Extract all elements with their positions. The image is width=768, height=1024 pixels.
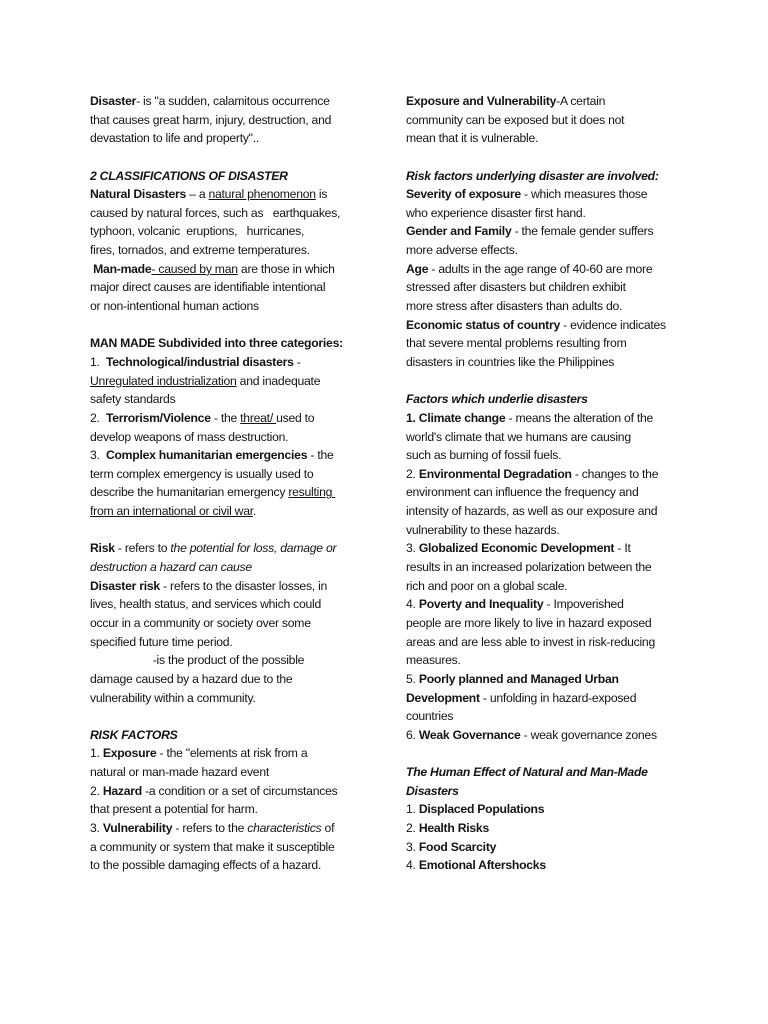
text-run: specified future time period. [90,634,233,649]
text-line [406,111,690,130]
text-run: describe the humanitarian emergency [90,485,289,500]
text-line [90,390,372,409]
text-run: Exposure [102,746,157,761]
text-line [90,595,372,614]
text-line [406,726,690,745]
text-run: The Human Effect of Natural and Man-Made [406,765,648,780]
text-line [90,744,372,763]
text-run: 2 CLASSIFICATIONS OF DISASTER [90,168,288,183]
text-line [90,558,372,577]
text-run: 2. [406,466,419,481]
text-run: 2. [90,410,106,425]
text-line [406,838,690,857]
text-line [90,409,372,428]
text-line [90,222,372,241]
text-run: - Impoverished [543,597,624,612]
text-run: of [321,820,335,835]
text-run: 3. [406,541,419,556]
text-run: used to [276,410,315,425]
text-run: MAN MADE Subdivided into three categories: [90,336,343,351]
text-line [406,689,690,708]
text-run: threat/ [240,410,277,425]
text-line [90,353,372,372]
text-run: are those in which [237,261,335,276]
text-line [90,689,372,708]
text-run: - unfolding in hazard-exposed [479,690,637,705]
text-line [406,595,690,614]
text-run: Environmental Degradation [418,466,572,481]
text-line [406,390,690,409]
text-line [90,111,372,130]
text-run: Disaster risk [90,578,160,593]
text-line [406,502,690,521]
text-run: Development [406,690,480,705]
text-run: Risk [90,541,115,556]
blank-line [90,521,372,540]
text-run: vulnerability within a community. [90,690,256,705]
text-run: destruction a hazard can cause [90,560,252,575]
text-line [406,707,690,726]
text-line [90,92,372,111]
text-line [90,278,372,297]
blank-line [90,316,372,335]
text-run: 1. [90,354,106,369]
text-run: - the [210,410,241,425]
text-line [90,800,372,819]
text-run: stressed after disasters but children exhibit [406,280,626,295]
text-run: - refers to the [172,820,248,835]
text-run: develop weapons of mass destruction. [90,429,289,444]
text-run: . [252,504,257,519]
text-run: Disaster [90,94,137,108]
text-line [406,353,690,372]
text-run: Exposure and Vulnerability [406,94,557,108]
text-run: - the "elements at risk from a [156,746,308,761]
text-run: Man-made [90,261,152,276]
text-line [406,316,690,335]
text-line [90,539,372,558]
text-line [90,167,372,186]
text-run: world's climate that we humans are causing [406,429,631,444]
text-run: Terrorism/Violence [105,410,211,425]
text-run: Poorly planned and Managed Urban [418,671,619,686]
text-line [90,446,372,465]
text-run: Food Scarcity [418,839,497,854]
text-run: - refers to the disaster losses, in [159,578,328,593]
text-run: characteristics [247,820,322,835]
text-run: Poverty and Inequality [418,597,544,612]
text-run: that present a potential for harm. [90,802,258,817]
text-run: community can be exposed but it does not [406,112,625,127]
text-line [406,800,690,819]
text-run: 3. [90,448,106,463]
text-line [90,129,372,148]
text-line [90,260,372,279]
text-run: Globalized Economic Development [418,541,615,556]
text-run: Vulnerability [102,820,173,835]
text-line [90,204,372,223]
text-run: fires, tornados, and extreme temperatures. [90,243,310,258]
text-run: - adults in the age range of 40-60 are more [428,261,653,276]
text-run: Natural Disasters [90,187,187,202]
text-line [406,633,690,652]
text-run: devastation to life and property".. [90,131,260,146]
text-run: vulnerability to these hazards. [406,522,560,537]
text-run: countries [406,709,454,724]
text-run: from an international or civil war [90,504,253,519]
text-line [90,614,372,633]
text-line [90,483,372,502]
text-line [406,577,690,596]
text-run: a community or system that make it susceptible [90,839,335,854]
text-run: mean that it is vulnerable. [406,131,539,146]
text-line [90,633,372,652]
text-run: 4. [406,858,419,873]
text-run: such as burning of fossil fuels. [406,448,562,463]
text-line [406,428,690,447]
text-run: Economic status of country [406,317,560,332]
text-run: - the [307,448,334,463]
text-line [406,446,690,465]
text-run: 3. [406,839,419,854]
text-run: disasters in countries like the Philippines [406,354,615,369]
text-line [406,819,690,838]
text-run: major direct causes are identifiable intentional [90,280,326,295]
blank-line [90,148,372,167]
text-line [406,521,690,540]
text-line [406,670,690,689]
text-run: -is the product of the possible [90,653,305,668]
text-run: 2. [406,820,419,835]
text-run: Age [406,261,429,276]
text-line [90,334,372,353]
text-line [90,726,372,745]
text-line [90,782,372,801]
right-column [406,92,690,875]
text-run: - the female gender suffers [511,224,654,239]
text-line [406,465,690,484]
text-line [90,502,372,521]
text-line [90,577,372,596]
blank-line [406,372,690,391]
text-line [406,92,690,111]
text-run: resulting [288,485,336,500]
text-line [406,260,690,279]
text-run: that causes great harm, injury, destruction, and [90,112,332,127]
text-line [406,167,690,186]
text-run: areas and are less able to invest in risk-reducing [406,634,655,649]
text-run: 1. [406,802,419,817]
text-line [90,297,372,316]
text-line [90,819,372,838]
text-run: Weak Governance [418,727,521,742]
text-run: Risk factors underlying disaster are involved: [406,168,659,183]
text-run: and inadequate [236,373,321,388]
text-run: caused by natural forces, such as earthquakes, [90,205,341,220]
text-run: - caused by man [151,261,238,276]
blank-line [90,707,372,726]
text-line [90,670,372,689]
text-run: – a [186,187,209,202]
text-line [90,838,372,857]
text-run: - changes to the [571,466,659,481]
text-run: is [315,187,328,202]
text-line [406,278,690,297]
text-line [90,763,372,782]
text-run: 1. Climate change [406,410,506,425]
text-line [406,185,690,204]
text-run: 2. [90,783,103,798]
left-column [90,92,372,875]
text-run: - which measures those [520,187,648,202]
text-line [406,483,690,502]
text-run: more stress after disasters than adults do. [406,299,623,314]
text-line [406,763,690,782]
text-line [406,334,690,353]
text-run: safety standards [90,392,176,407]
text-run: RISK FACTORS [90,727,178,742]
text-run: Disasters [406,783,459,798]
text-run: Hazard [102,783,142,798]
text-run: Health Risks [418,820,489,835]
text-run: - is "a sudden, calamitous occurrence [136,94,330,108]
text-run: - evidence indicates [560,317,666,332]
text-run: that severe mental problems resulting from [406,336,627,351]
text-line [90,185,372,204]
text-line [406,539,690,558]
text-run: - weak governance zones [520,727,657,742]
text-run: rich and poor on a global scale. [406,578,568,593]
text-line [90,241,372,260]
text-run: 5. [406,671,419,686]
text-run: Factors which underlie disasters [406,392,588,407]
text-line [406,129,690,148]
blank-line [406,148,690,167]
text-run: Emotional Aftershocks [418,858,546,873]
text-run: intensity of hazards, as well as our exposure and [406,504,658,519]
text-line [406,297,690,316]
text-run: lives, health status, and services which could [90,597,322,612]
text-line [406,409,690,428]
text-run: 1. [90,746,103,761]
text-run: Unregulated industrialization [90,373,237,388]
text-line [90,651,372,670]
text-run: results in an increased polarization between the [406,560,652,575]
blank-line [406,744,690,763]
text-run: 4. [406,597,419,612]
text-line [406,651,690,670]
text-run: 3. [90,820,103,835]
text-run: Technological/industrial disasters [105,354,294,369]
text-run: Severity of exposure [406,187,521,202]
text-line [406,558,690,577]
text-run: measures. [406,653,461,668]
text-line [406,204,690,223]
text-run: - [293,354,301,369]
text-run: damage caused by a hazard due to the [90,671,293,686]
text-run: the potential for loss, damage or [170,541,337,556]
text-run: or non-intentional human actions [90,299,259,314]
text-line [406,241,690,260]
text-run: who experience disaster first hand. [406,205,586,220]
text-run: people are more likely to live in hazard exposed [406,615,652,630]
text-run: - It [614,541,631,556]
text-run: typhoon, volcanic eruptions, hurricanes, [90,224,305,239]
text-line [406,614,690,633]
text-run: -a condition or a set of circumstances [141,783,338,798]
text-run: natural phenomenon [208,187,316,202]
text-run: -A certain [556,94,606,108]
text-line [406,782,690,801]
text-run: to the possible damaging effects of a hazard. [90,858,322,873]
text-line [90,856,372,875]
text-line [90,465,372,484]
text-run: environment can influence the frequency and [406,485,639,500]
text-line [406,856,690,875]
text-run: Gender and Family [406,224,512,239]
text-run: occur in a community or society over some [90,615,311,630]
text-line [90,428,372,447]
text-run: - means the alteration of the [505,410,654,425]
text-run: Complex humanitarian emergencies [105,448,308,463]
text-run: Displaced Populations [418,802,545,817]
text-run: natural or man-made hazard event [90,765,269,780]
text-run: 6. [406,727,419,742]
text-line [406,222,690,241]
text-run: more adverse effects. [406,243,518,258]
text-run: term complex emergency is usually used to [90,466,314,481]
text-run: - refers to [114,541,171,556]
text-line [90,372,372,391]
